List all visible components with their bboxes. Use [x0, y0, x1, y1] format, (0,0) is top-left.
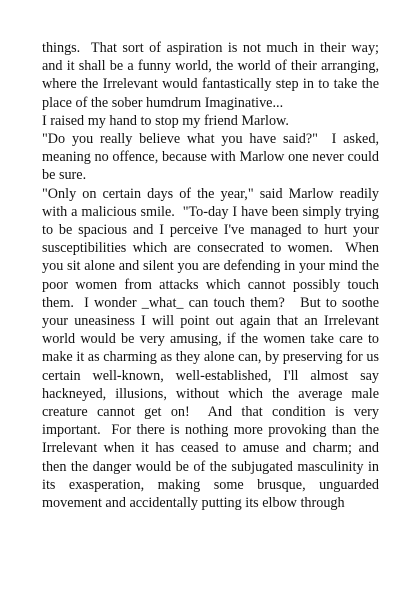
paragraph-4: "Only on certain days of the year," said Marlow readily with a malicious smile. "To-day I have been simply trying to be spacious and I perceive I've managed to hurt your susceptibilities which are consecrated to women. When you sit alone and silent you are defending in your mind the poor women from attacks which cannot possibly touch them. I wonder _what_ can touch them? But to soothe your uneasiness I will point out again that an Irrelevant world would be very amusing, if the women take care to make it as charming as they alone can, by preserving for us certain well-known, well-established, I'll almost say hackneyed, illusions, without which the average male creature cannot get on! And that condition is very important. For there is nothing more provoking than the Irrelevant when it has ceased to amuse and charm; and then the danger would be of the subjugated masculinity in its exasperation, making some brusque, unguarded movement and accidentally putting its elbow through — [42, 185, 383, 512]
paragraph-2: I raised my hand to stop my friend Marlow. — [42, 112, 289, 129]
paragraph-3: "Do you really believe what you have said?" I asked, meaning no offence, because with Marlow one never could be sure. — [42, 131, 383, 184]
paragraph-1: things. That sort of aspiration is not much in their way; and it shall be a funny world, the world of their arranging, where the Irrelevant would fantastically step in to take the place of the sober humdrum Imaginative... — [42, 40, 383, 111]
page-text — [42, 39, 383, 512]
